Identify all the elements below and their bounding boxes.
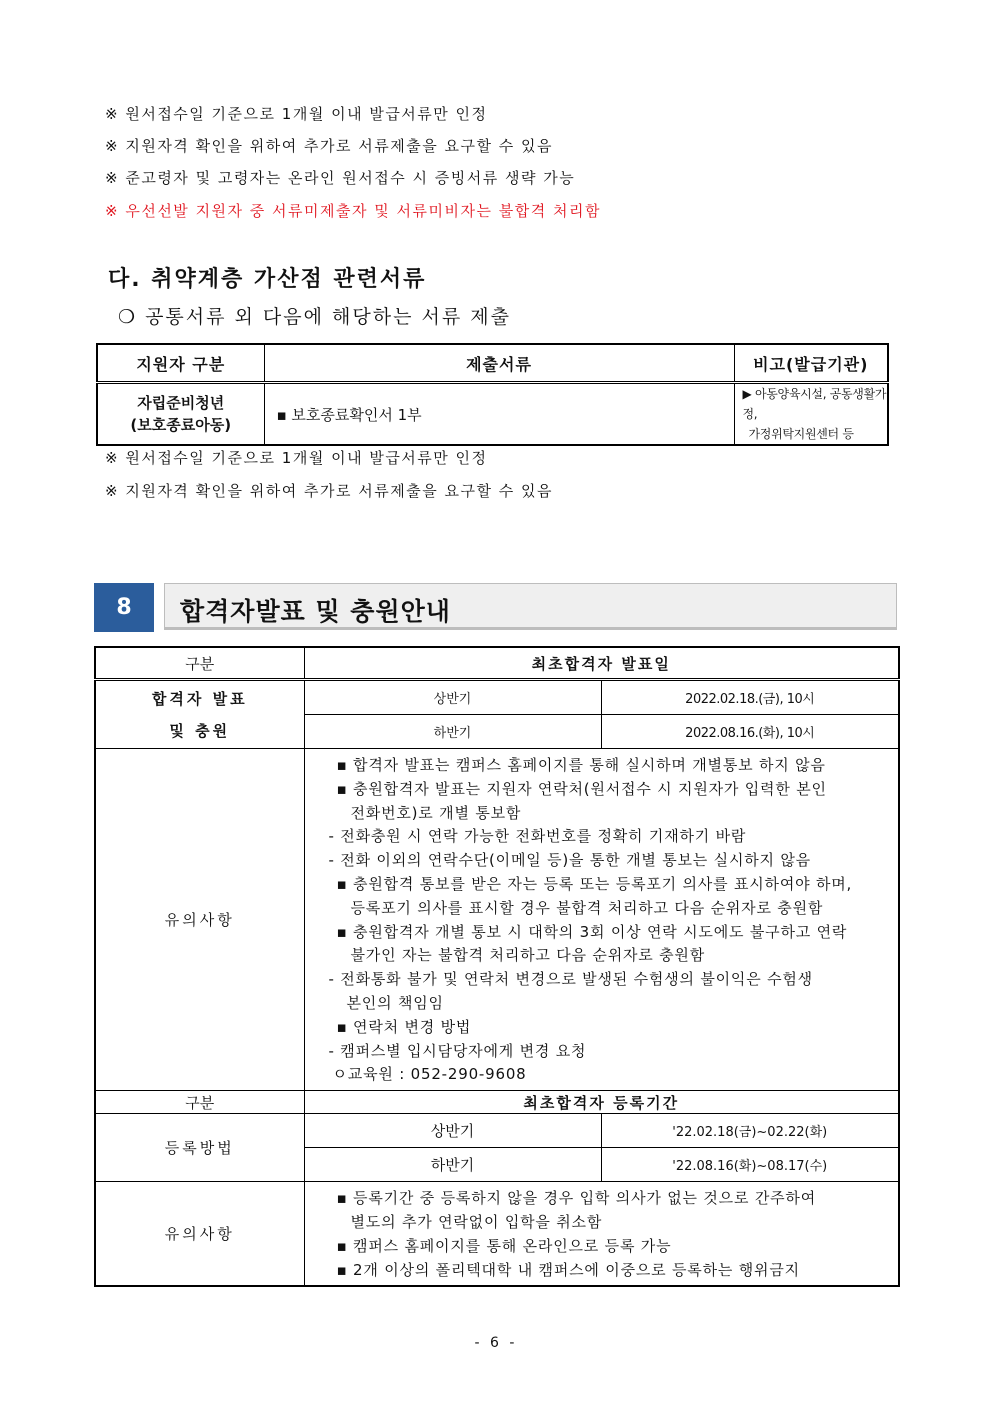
note-line: ※ 원서접수일 기준으로 1개월 이내 발급서류만 인정 (105, 449, 488, 467)
caution-line: - 캠퍼스별 입시담당자에게 변경 요청 (328, 1041, 587, 1060)
caution2-content (304, 1182, 899, 1287)
half-cell: 상반기 (304, 1114, 601, 1148)
note-line-warning: ※ 우선선발 지원자 중 서류미제출자 및 서류미비자는 불합격 처리함 (105, 202, 601, 220)
vulnerable-documents-table (96, 343, 889, 446)
caution-line: ㅇ교육원 : 052-290-9608 (332, 1065, 527, 1084)
issuer-cell (734, 383, 888, 446)
caution-line: 본인의 책임임 (346, 993, 444, 1012)
register-label: 등록방법 (95, 1114, 304, 1182)
caution2-line: ▪ 2개 이상의 폴리텍대학 내 캠퍼스에 이중으로 등록하는 행위금지 (336, 1260, 800, 1279)
section-subtitle: ❍ 공통서류 외 다음에 해당하는 서류 제출 (118, 306, 511, 328)
caution-line: - 전화충원 시 연락 가능한 전화번호를 정확히 기재하기 바람 (328, 827, 747, 846)
note-line: ※ 지원자격 확인을 위하여 추가로 서류제출을 요구할 수 있음 (105, 482, 553, 500)
issuer-line: ▶ 아동양육시설, 공동생활가정, (742, 387, 887, 421)
announce-label-line: 및 충원 (169, 721, 231, 740)
table-header: 비고(발급기관) (734, 344, 888, 383)
caution2-line: ▪ 등록기간 중 등록하지 않을 경우 입학 의사가 없는 것으로 간주하여 (336, 1189, 816, 1208)
issuer-line: 가정위탁지원센터 등 (748, 427, 854, 441)
section-number-badge: 8 (94, 583, 154, 632)
date-cell: 2022.02.18.(금), 10시 (601, 680, 899, 715)
caution-line: - 전화통화 불가 및 연락처 변경으로 발생된 수험생의 불이익은 수험생 (328, 970, 813, 989)
applicant-type-cell (97, 383, 264, 446)
caution2-line: 별도의 추가 연락없이 입학을 취소함 (350, 1212, 603, 1231)
caution-line: 등록포기 의사를 표시할 경우 불합격 처리하고 다음 순위자로 충원함 (350, 898, 824, 917)
page-number: - 6 - (474, 1335, 518, 1351)
applicant-type-line: 자립준비청년 (137, 394, 225, 412)
caution-line: - 전화 이외의 연락수단(이메일 등)을 통한 개별 통보는 실시하지 않음 (328, 851, 811, 870)
caution-line: ▪ 연락처 변경 방법 (336, 1017, 472, 1036)
document-text: ▪ 보호종료확인서 1부 (276, 405, 422, 424)
section-title: 다. 취약계층 가산점 관련서류 (108, 267, 427, 292)
period-cell: '22.08.16(화)~08.17(수) (601, 1148, 899, 1182)
caution-line: 불가인 자는 불합격 처리하고 다음 순위자로 충원함 (350, 946, 706, 965)
caution-line: 전화번호)로 개별 통보함 (350, 803, 522, 822)
table-header: 최초합격자 등록기간 (304, 1091, 899, 1114)
caution2-line: ▪ 캠퍼스 홈페이지를 통해 온라인으로 등록 가능 (336, 1236, 672, 1255)
date-cell: 2022.08.16.(화), 10시 (601, 715, 899, 749)
half-cell: 상반기 (304, 680, 601, 715)
document-cell (264, 383, 734, 446)
table-header: 지원자 구분 (97, 344, 264, 383)
section-banner-title: 합격자발표 및 충원안내 (180, 597, 451, 626)
period-cell: '22.02.18(금)~02.22(화) (601, 1114, 899, 1148)
note-line: ※ 준고령자 및 고령자는 온라인 원서접수 시 증빙서류 생략 가능 (105, 169, 576, 187)
applicant-type-line: (보호종료아동) (130, 416, 232, 434)
caution-line: ▪ 충원합격 통보를 받은 자는 등록 또는 등록포기 의사를 표시하여야 하며, (336, 874, 853, 893)
caution-label: 유의사항 (95, 749, 304, 1091)
caution-line: ▪ 합격자 발표는 캠퍼스 홈페이지를 통해 실시하며 개별통보 하지 않음 (336, 756, 826, 774)
note-line: ※ 지원자격 확인을 위하여 추가로 서류제출을 요구할 수 있음 (105, 137, 553, 155)
caution2-label: 유의사항 (95, 1182, 304, 1287)
half-cell: 하반기 (304, 1148, 601, 1182)
announce-label-cell (95, 680, 304, 749)
caution-content (304, 749, 899, 1091)
announcement-table (94, 646, 900, 1287)
caution-line: ▪ 충원합격자 발표는 지원자 연락처(원서접수 시 지원자가 입력한 본인 (336, 779, 827, 798)
table-header: 구분 (95, 647, 304, 680)
table-header: 구분 (95, 1091, 304, 1114)
announce-label-line: 합격자 발표 (151, 689, 248, 708)
note-line: ※ 원서접수일 기준으로 1개월 이내 발급서류만 인정 (105, 105, 488, 123)
table-header: 제출서류 (264, 344, 734, 383)
caution-line: ▪ 충원합격자 개별 통보 시 대학의 3회 이상 연락 시도에도 불구하고 연락 (336, 922, 848, 941)
half-cell: 하반기 (304, 715, 601, 749)
table-header: 최초합격자 발표일 (304, 647, 899, 680)
